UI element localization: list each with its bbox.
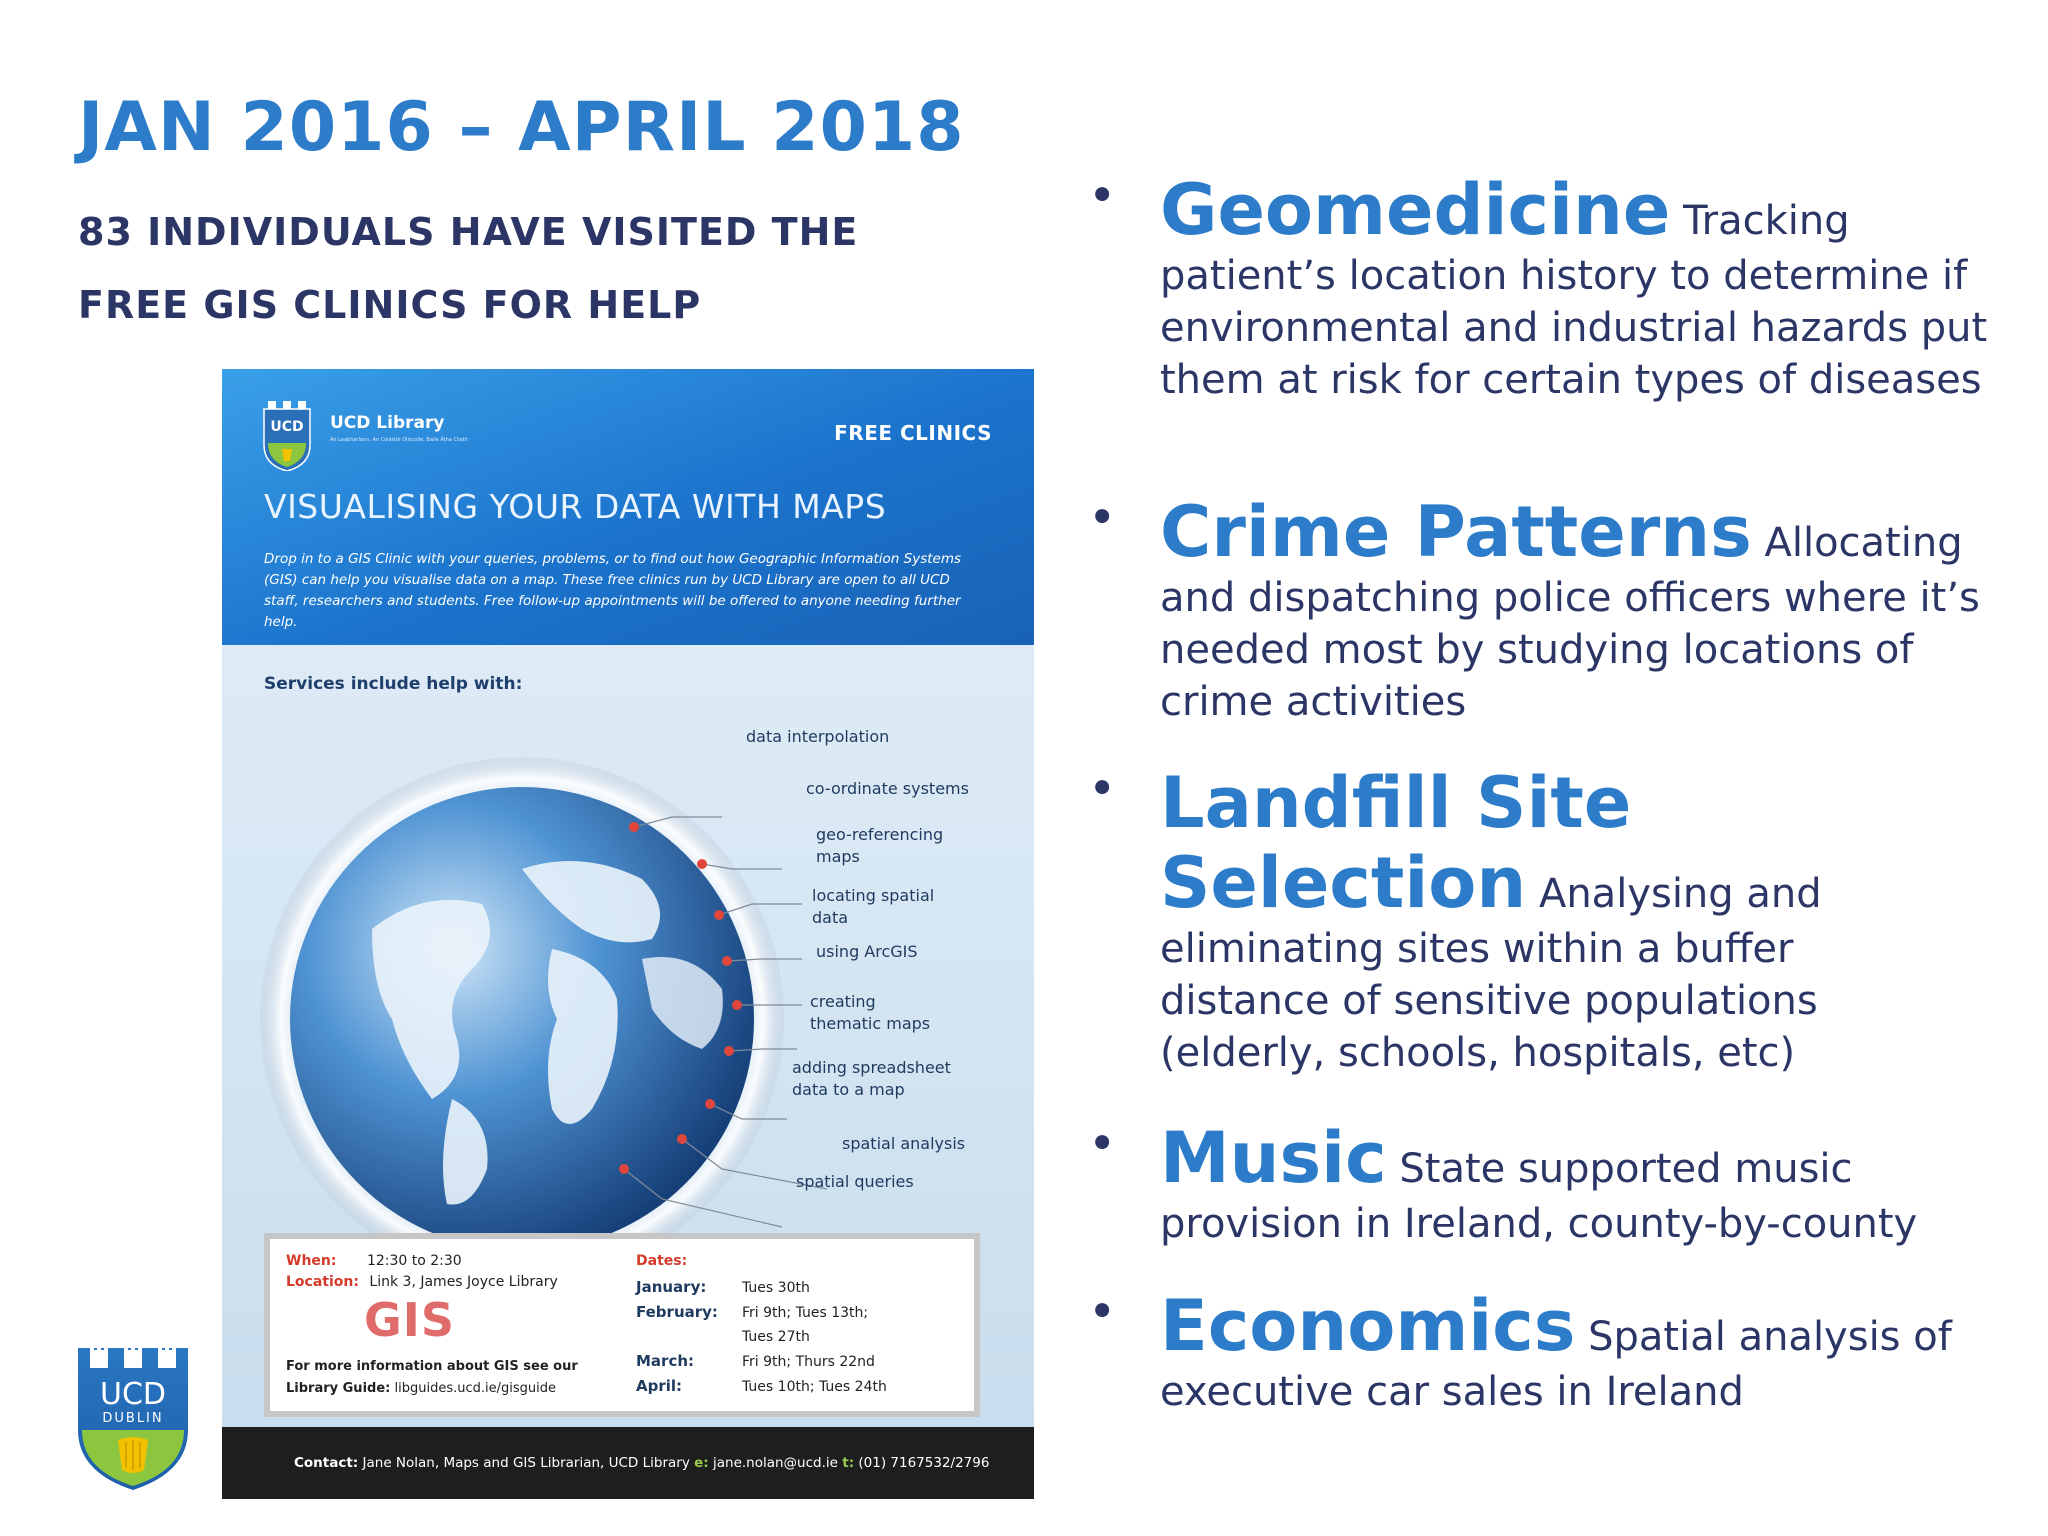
slide-title: JAN 2016 – APRIL 2018 xyxy=(78,88,965,167)
dates-list xyxy=(636,1275,887,1399)
topic-description: Allocating and dispatching police officers where it’s needed most by studying locations of crime activities xyxy=(1160,520,1980,725)
location-value: Link 3, James Joyce Library xyxy=(369,1274,558,1290)
location-label: Location: xyxy=(286,1274,359,1290)
library-guide-link[interactable]: libguides.ucd.ie/gisguide xyxy=(394,1381,556,1396)
poster-headline: VISUALISING YOUR DATA WITH MAPS xyxy=(264,487,887,526)
logo-dublin-text: DUBLIN xyxy=(102,1411,164,1426)
poster-library-subtitle: An Leabharlann, An Coláiste Ollscoile, Baile Átha Cliath xyxy=(330,437,468,443)
date-days: Tues 27th xyxy=(742,1329,810,1345)
date-days: Tues 30th xyxy=(742,1280,810,1296)
bullet-icon: • xyxy=(1088,168,1117,224)
topic-name: Economics xyxy=(1160,1285,1576,1367)
email-value[interactable]: jane.nolan@ucd.ie xyxy=(712,1455,838,1471)
logo-ucd-text: UCD xyxy=(99,1377,167,1412)
service-item: data interpolation xyxy=(746,727,890,746)
date-days: Fri 9th; Thurs 22nd xyxy=(742,1354,875,1370)
slide-subtitle: 83 INDIVIDUALS HAVE VISITED THE FREE GIS CLINICS FOR HELP xyxy=(78,210,859,327)
date-days: Tues 10th; Tues 24th xyxy=(742,1379,887,1395)
date-days: Fri 9th; Tues 13th; xyxy=(742,1305,869,1321)
more-info-line: For more information about GIS see our xyxy=(286,1359,578,1374)
topic-name: Geomedicine xyxy=(1160,169,1671,251)
bullet-icon: • xyxy=(1088,761,1117,817)
date-month: February: xyxy=(636,1303,718,1321)
when-value: 12:30 to 2:30 xyxy=(366,1253,462,1269)
library-guide-label: Library Guide: xyxy=(286,1381,391,1396)
when-label: When: xyxy=(286,1253,337,1269)
poster-intro: Drop in to a GIS Clinic with your queries, problems, or to find out how Geographic Information Systems (GIS) can help you visualise data on a map. These free clinics run by UCD Library are open to all UCD staff, researchers and students. Free follow-up appointments will be offered to anyone needing further help. xyxy=(264,551,962,630)
topic-name: Music xyxy=(1160,1117,1387,1199)
topic-economics xyxy=(1088,1284,2020,1418)
ucd-dublin-logo xyxy=(78,1330,188,1490)
bullet-icon: • xyxy=(1088,1116,1117,1172)
service-item: adding spreadsheet data to a map xyxy=(792,1058,951,1099)
phone-value: (01) 7167532/2796 xyxy=(858,1455,990,1471)
bullet-icon: • xyxy=(1088,1284,1117,1340)
services-title: Services include help with: xyxy=(264,674,523,694)
service-item: creating thematic maps xyxy=(810,992,931,1033)
ucd-crest-icon xyxy=(262,399,312,471)
date-month: March: xyxy=(636,1352,695,1370)
gis-clinic-poster xyxy=(222,369,1034,1499)
gis-logo-text: GIS xyxy=(364,1293,456,1347)
service-item: using ArcGIS xyxy=(816,942,918,961)
poster-footer xyxy=(222,1427,1034,1499)
topic-geomedicine xyxy=(1088,168,2020,406)
bullet-icon: • xyxy=(1088,490,1117,546)
date-month: January: xyxy=(636,1278,707,1296)
service-item: spatial queries xyxy=(796,1172,914,1191)
topic-description: Tracking patient’s location history to determine if environmental and industrial hazards put them at risk for certain types of diseases xyxy=(1160,198,1988,403)
email-label: e: xyxy=(694,1455,709,1471)
topic-description: Analysing and eliminating sites within a buffer distance of sensitive populations (elderly, schools, hospitals, etc) xyxy=(1160,871,1822,1076)
topic-description: State supported music provision in Ireland, county-by-county xyxy=(1160,1146,1918,1247)
contact-value: Jane Nolan, Maps and GIS Librarian, UCD Library xyxy=(362,1455,690,1471)
contact-label: Contact: xyxy=(294,1455,359,1471)
topic-name: Landfill Site Selection xyxy=(1160,762,1632,924)
service-item: co-ordinate systems xyxy=(806,779,969,798)
topic-description: Spatial analysis of executive car sales in Ireland xyxy=(1160,1314,1952,1415)
service-item: geo-referencing maps xyxy=(816,825,944,866)
dates-label: Dates: xyxy=(636,1253,688,1269)
topic-crime-patterns xyxy=(1088,490,2020,728)
topic-name: Crime Patterns xyxy=(1160,491,1752,573)
phone-label: t: xyxy=(842,1455,855,1471)
gis-logo xyxy=(364,1293,455,1347)
clinic-info-box xyxy=(264,1233,980,1417)
svg-text:UCD: UCD xyxy=(270,419,304,435)
topic-music xyxy=(1088,1116,2020,1250)
date-month: April: xyxy=(636,1377,683,1395)
service-item: spatial analysis xyxy=(842,1134,966,1153)
service-item: locating spatial data xyxy=(812,886,935,927)
topic-landfill-site-selection xyxy=(1088,761,1920,1079)
poster-library-name: UCD Library xyxy=(330,413,445,433)
poster-header xyxy=(222,369,1034,645)
poster-free-clinics: FREE CLINICS xyxy=(834,421,992,445)
